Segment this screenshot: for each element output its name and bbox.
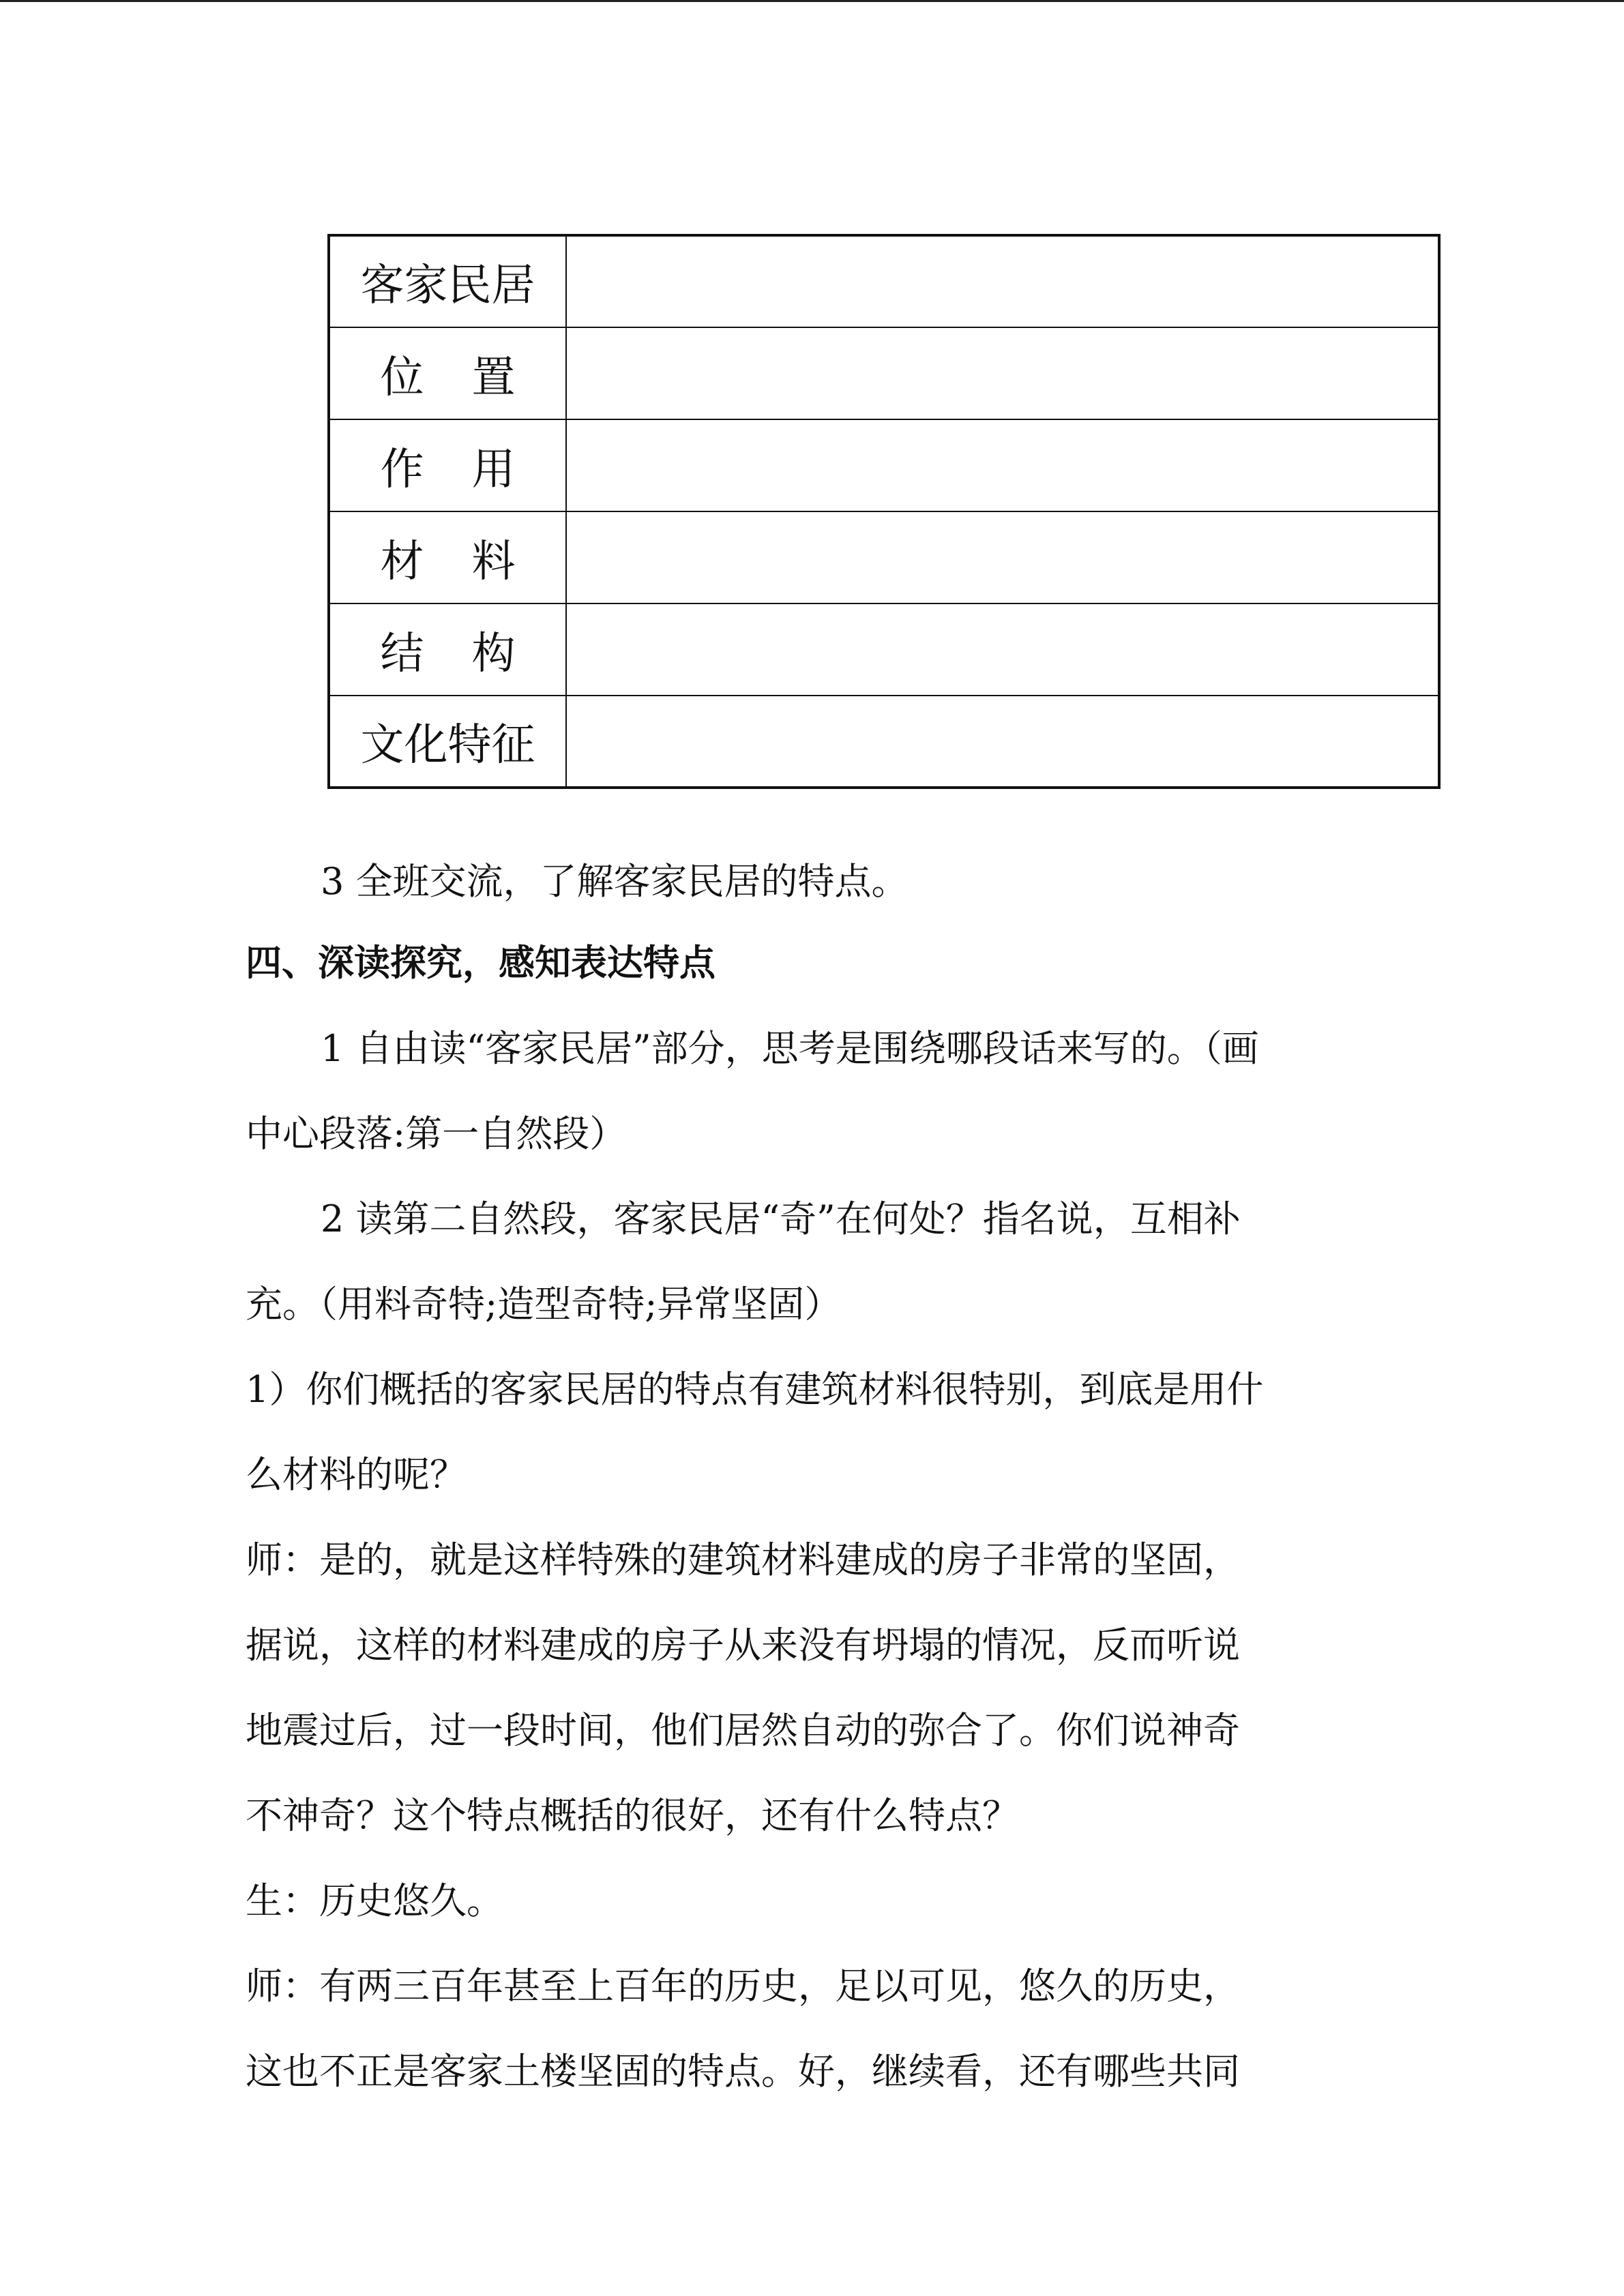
row-value-cell <box>566 419 1439 511</box>
row-label: 客家民居 <box>329 235 566 327</box>
paragraph-class-discussion: 3 全班交流，了解客家民居的特点。 <box>321 860 909 903</box>
row-value-cell <box>566 696 1439 788</box>
paragraph-line: 这也不正是客家土楼坚固的特点。好，继续看，还有哪些共同 <box>246 2050 1240 2093</box>
paragraph-line: 生：历史悠久。 <box>246 1879 503 1922</box>
row-label: 结构 <box>329 603 566 696</box>
paragraph-line: 师：是的，就是这样特殊的建筑材料建成的房子非常的坚固， <box>246 1538 1240 1581</box>
hakka-dwelling-table <box>327 234 1441 789</box>
paragraph-line: 么材料的呢？ <box>246 1453 467 1496</box>
paragraph-line: 1 自由读“客家民居”部分，思考是围绕哪段话来写的。（画 <box>321 1027 1259 1070</box>
paragraph-line: 充。（用料奇特;造型奇特;异常坚固） <box>246 1283 842 1326</box>
table-row <box>329 603 1439 696</box>
table-row <box>329 235 1439 327</box>
row-label: 材料 <box>329 511 566 603</box>
table-row <box>329 327 1439 419</box>
row-label: 位置 <box>329 327 566 419</box>
paragraph-line: 地震过后，过一段时间，他们居然自动的弥合了。你们说神奇 <box>246 1709 1240 1752</box>
paragraph-line: 中心段落:第一自然段） <box>246 1112 627 1155</box>
paragraph-line: 师：有两三百年甚至上百年的历史，足以可见，悠久的历史， <box>246 1965 1240 2008</box>
table-row <box>329 511 1439 603</box>
paragraph-line: 1）你们概括的客家民居的特点有建筑材料很特别，到底是用什 <box>246 1368 1264 1411</box>
paragraph-line: 2 读第二自然段，客家民居“奇”在何处？指名说，互相补 <box>321 1197 1241 1240</box>
row-value-cell <box>566 327 1439 419</box>
row-label: 文化特征 <box>329 696 566 788</box>
row-value-cell <box>566 235 1439 327</box>
paragraph-line: 不神奇？这个特点概括的很好，还有什么特点？ <box>246 1794 1019 1837</box>
table-row <box>329 696 1439 788</box>
row-label: 作用 <box>329 419 566 511</box>
section-heading-four: 四、深读探究，感知表达特点 <box>246 942 715 984</box>
row-value-cell <box>566 511 1439 603</box>
table-row <box>329 419 1439 511</box>
paragraph-line: 据说，这样的材料建成的房子从来没有坍塌的情况，反而听说 <box>246 1624 1240 1667</box>
row-value-cell <box>566 603 1439 696</box>
